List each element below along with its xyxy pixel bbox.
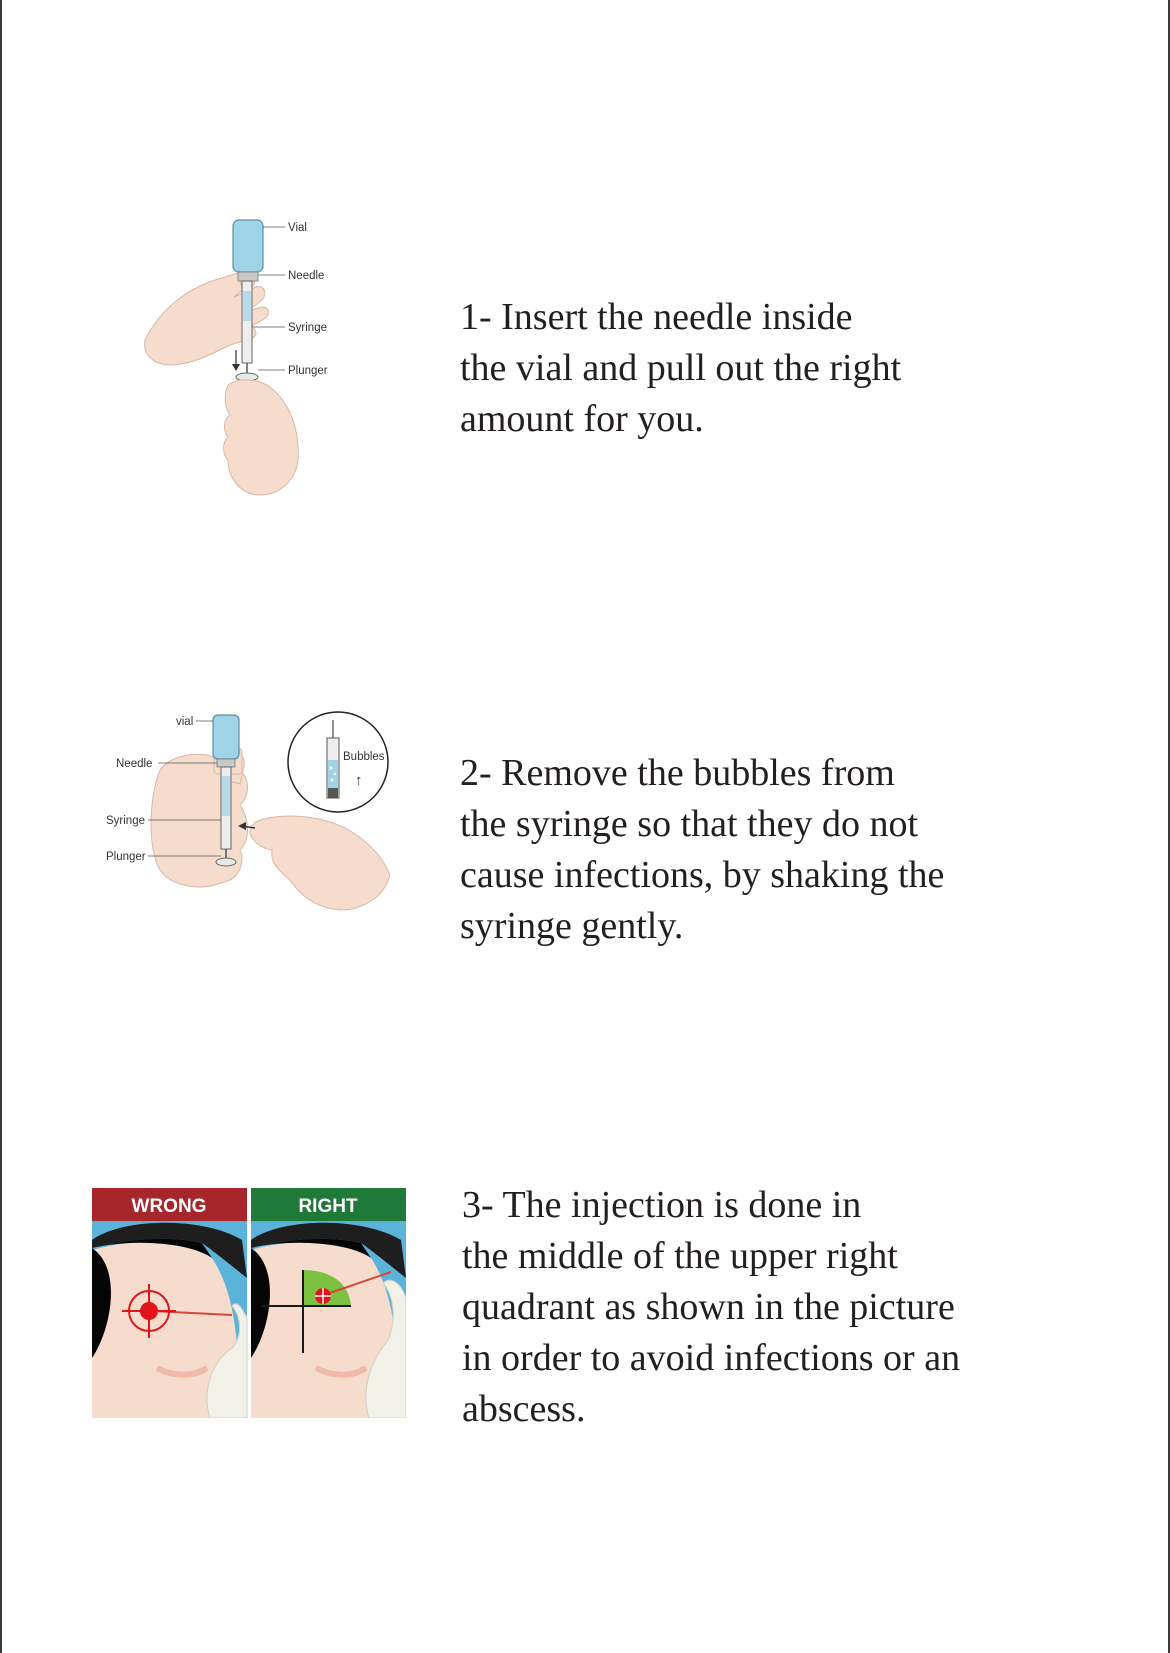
- step-2-line: syringe gently.: [460, 905, 684, 947]
- step-3-illustration: [92, 1188, 406, 1418]
- label-vial: Vial: [288, 222, 307, 234]
- step-3-line: abscess.: [462, 1388, 586, 1430]
- label-bubbles: Bubbles: [343, 751, 385, 763]
- step-2-line: 2- Remove the bubbles from: [460, 752, 895, 794]
- step-2-illustration: [100, 710, 410, 965]
- label-plunger: Plunger: [288, 365, 328, 377]
- label-vial: vial: [176, 716, 194, 728]
- right-panel: [251, 1188, 406, 1418]
- wrong-label: WRONG: [131, 1196, 207, 1217]
- step-3-instruction: [462, 1180, 960, 1435]
- step-3-line: the middle of the upper right: [462, 1235, 898, 1277]
- step-1-line: the vial and pull out the right: [460, 347, 902, 389]
- right-label: RIGHT: [298, 1196, 358, 1217]
- step-1-illustration: [130, 215, 380, 500]
- arrow-up-icon: ↑: [355, 772, 363, 789]
- label-plunger: Plunger: [106, 851, 146, 863]
- step-1-line: 1- Insert the needle inside: [460, 296, 853, 338]
- page-border-left: [0, 0, 2, 1653]
- step-3-line: quadrant as shown in the picture: [462, 1286, 955, 1328]
- step-1-line: amount for you.: [460, 398, 704, 440]
- label-needle: Needle: [288, 270, 325, 282]
- step-2-line: cause infections, by shaking the: [460, 854, 945, 896]
- step-1-instruction: [460, 292, 901, 445]
- wrong-panel: [92, 1188, 247, 1418]
- plunger-icon: [216, 858, 236, 866]
- target-icon: [315, 1288, 331, 1304]
- step-3-line: in order to avoid infections or an: [462, 1337, 961, 1379]
- step-2-line: the syringe so that they do not: [460, 803, 919, 845]
- vial-icon: [233, 220, 263, 272]
- vial-icon: [213, 715, 239, 759]
- label-needle: Needle: [116, 758, 153, 770]
- step-3-line: 3- The injection is done in: [462, 1184, 862, 1226]
- label-syringe: Syringe: [288, 322, 327, 334]
- label-syringe: Syringe: [106, 815, 145, 827]
- step-2-instruction: [460, 748, 944, 952]
